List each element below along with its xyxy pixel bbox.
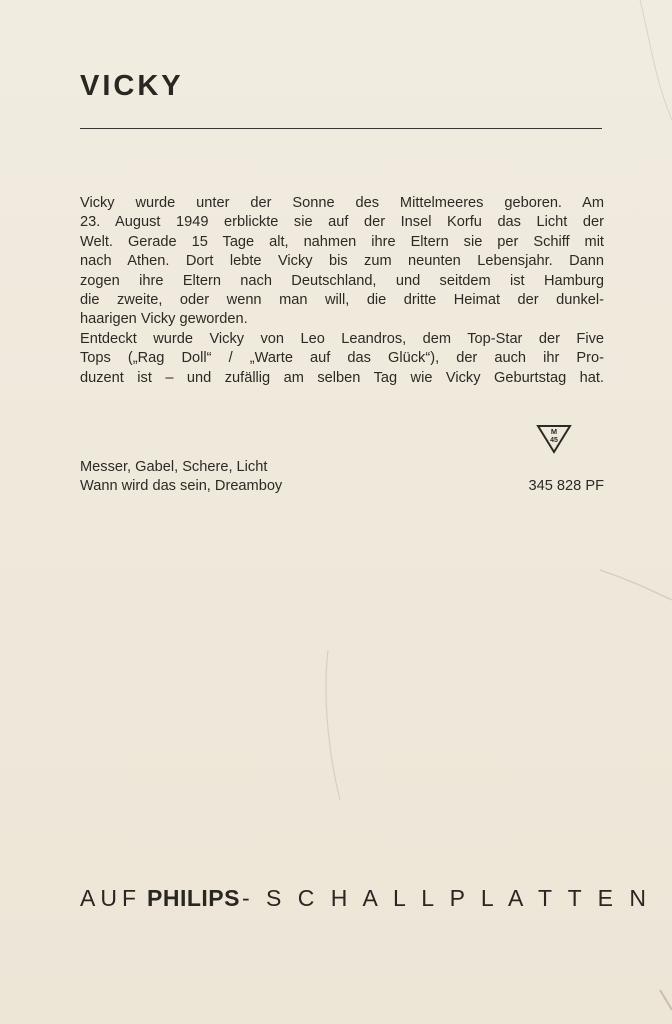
artist-title: VICKY [80, 70, 184, 102]
bio-line: haarigen Vicky geworden. [80, 311, 248, 328]
label-footer [80, 885, 651, 912]
song-title: Wann wird das sein, Dreamboy [80, 478, 283, 495]
bio-line: 23. August 1949 erblickte sie auf der Insel Korfu das Licht der [80, 214, 604, 231]
bio-line: duzent ist – und zufällig am selben Tag wie Vicky Geburtstag hat. [80, 369, 604, 386]
bio-line: zogen ihre Eltern nach Deutschland, und seitdem ist Hamburg [80, 272, 604, 289]
footer-suffix: - S C H A L L P L A T T E N [241, 885, 651, 911]
bio-line: Tops („Rag Doll“ / „Warte auf das Glück“), der auch ihr Pro- [80, 350, 604, 367]
catalog-number: 345 828 PF [528, 478, 604, 494]
bio-line: Entdeckt wurde Vicky von Leo Leandros, dem Top-Star der Five [80, 330, 604, 347]
bio-line: die zweite, oder wenn man will, die dritte Heimat der dunkel- [80, 291, 604, 308]
title-divider [80, 128, 602, 129]
brand-name: PHILIPS [147, 885, 240, 911]
bio-line: Vicky wurde unter der Sonne des Mittelmeeres geboren. Am [80, 195, 604, 211]
record-mark-bottom: 45 [550, 437, 558, 444]
biography-text [80, 194, 604, 388]
song-list [80, 458, 282, 497]
bio-line: Welt. Gerade 15 Tage alt, nahmen ihre Eltern sie per Schiff mit [80, 233, 604, 250]
song-title: Messer, Gabel, Schere, Licht [80, 459, 268, 475]
record-speed-mark-icon [536, 423, 572, 455]
footer-prefix: AUF [80, 885, 141, 911]
record-mark-top: M [550, 427, 558, 436]
bio-line: nach Athen. Dort lebte Vicky bis zum neunten Lebensjahr. Dann [80, 253, 604, 270]
